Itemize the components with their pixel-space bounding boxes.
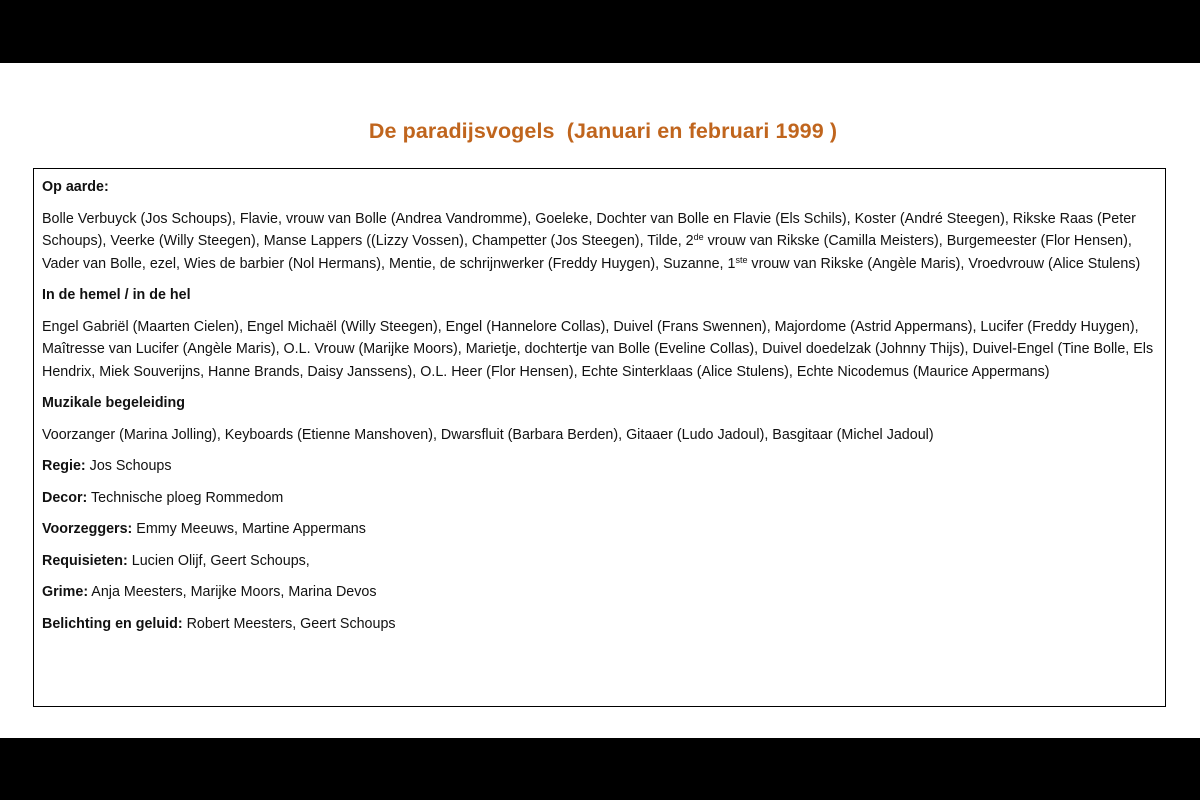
op-aarde-text-part1: Bolle Verbuyck (Jos Schoups), Flavie, vrouw van Bolle (Andrea Vandromme), Goeleke, Dochter van Bolle en Flavie (Els Schils), Koster (André Steegen), Rikske Raas (Peter Schoups), Veerke (Willy Steegen), Manse Lappers ((Lizzy Vossen), Champetter (Jos Steegen), Tilde, 2 xyxy=(42,210,1136,249)
section-text-hemel: Engel Gabriël (Maarten Cielen), Engel Michaël (Willy Steegen), Engel (Hannelore Collas), Duivel (Frans Swennen), Majordome (Astrid Appermans), Lucifer (Freddy Huygen), Maîtresse van Lucifer (Angèle Maris), O.L. Vrouw (Marijke Moors), Marietje, dochtertje van Bolle (Eveline Collas), Duivel doedelzak (Johnny Thijs), Duivel-Engel (Tine Bolle, Els Hendrix, Miek Souverijns, Hanne Brands, Daisy Janssens), O.L. Heer (Flor Hensen), Echte Sinterklaas (Alice Stulens), Echte Nicodemus (Maurice Appermans) xyxy=(42,318,1154,380)
op-aarde-text-part3: vrouw van Rikske (Angèle Maris), Vroedvrouw (Alice Stulens) xyxy=(747,255,1141,272)
credit-line-regie xyxy=(42,455,1160,478)
credit-label: Requisieten: xyxy=(42,552,128,569)
credit-line-belichting xyxy=(42,613,1160,636)
credit-value: Lucien Olijf, Geert Schoups, xyxy=(127,552,310,569)
credits-content xyxy=(42,176,1160,644)
credit-label: Grime: xyxy=(42,584,89,600)
credit-value: Technische ploeg Rommedom xyxy=(87,489,284,506)
credit-value: Emmy Meeuws, Martine Appermans xyxy=(132,521,366,537)
credits-box xyxy=(33,168,1166,707)
credit-value: Robert Meesters, Geert Schoups xyxy=(182,615,396,632)
credit-line-decor xyxy=(42,487,1160,510)
section-text-muziek: Voorzanger (Marina Jolling), Keyboards (Etienne Manshoven), Dwarsfluit (Barbara Berden), Gitaaer (Ludo Jadoul), Basgitaar (Michel Jadoul) xyxy=(42,426,934,443)
credit-label: Regie: xyxy=(42,458,86,474)
credit-value: Jos Schoups xyxy=(85,458,172,474)
section-text-op-aarde xyxy=(42,208,1160,276)
credit-line-requisieten xyxy=(42,550,1160,573)
section-heading-hemel: In de hemel / in de hel xyxy=(42,287,191,303)
credit-line-grime xyxy=(42,581,1160,604)
op-aarde-text-part2: vrouw van Rikske (Camilla Meisters), Burgemeester (Flor Hensen), Vader van Bolle, ezel, Wies de barbier (Nol Hermans), Mentie, de schrijnwerker (Freddy Huygen), Suzanne, 1 xyxy=(42,233,1132,272)
credit-label: Decor: xyxy=(42,489,88,506)
credit-line-voorzeggers xyxy=(42,518,1160,541)
op-aarde-superscript-de: de xyxy=(693,232,704,242)
slide xyxy=(0,63,1200,738)
section-heading-op-aarde: Op aarde: xyxy=(42,179,109,195)
page-title: De paradijsvogels (Januari en februari 1999 ) xyxy=(368,119,838,143)
credit-label: Belichting en geluid: xyxy=(42,615,183,632)
section-heading-muziek: Muzikale begeleiding xyxy=(42,395,185,411)
credit-label: Voorzeggers: xyxy=(42,521,133,537)
op-aarde-superscript-ste: ste xyxy=(735,254,748,265)
credit-value: Anja Meesters, Marijke Moors, Marina Devos xyxy=(88,584,377,600)
